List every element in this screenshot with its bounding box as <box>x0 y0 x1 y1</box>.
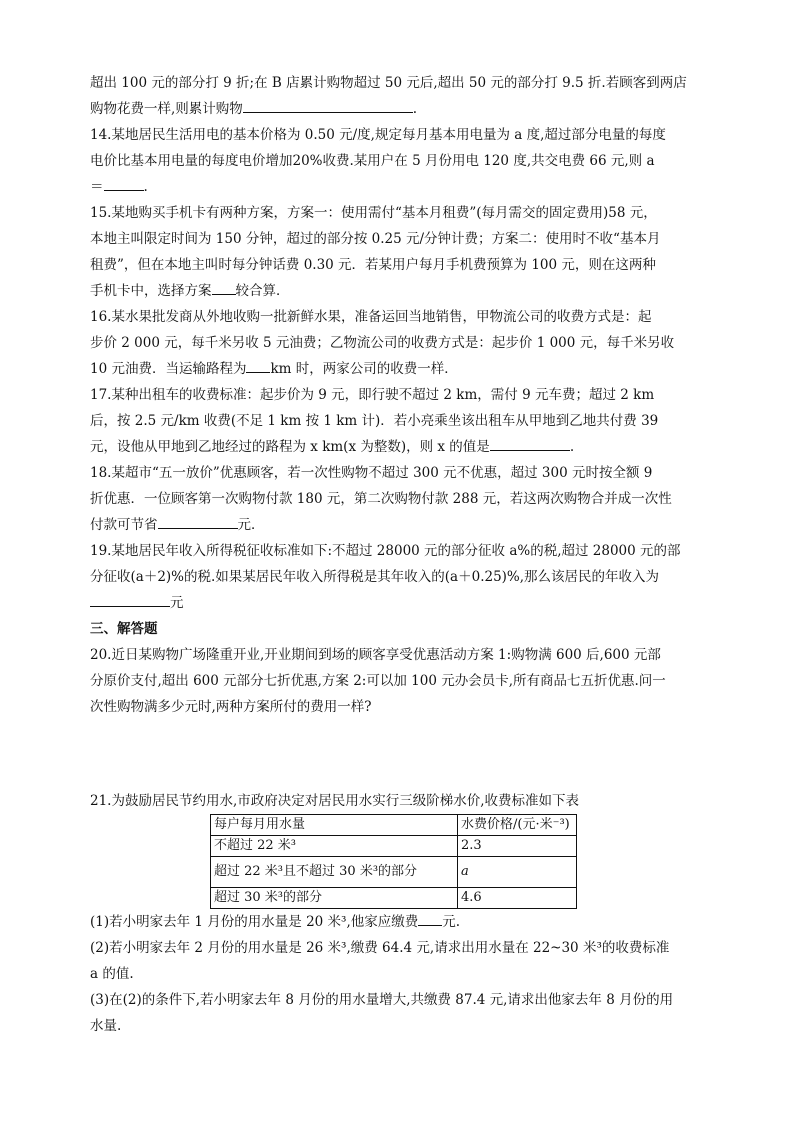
answer-blank[interactable] <box>212 279 236 295</box>
q21-intro: 21.为鼓励居民节约用水,市政府决定对居民用水实行三级阶梯水价,收费标准如下表 <box>90 793 580 809</box>
table-cell: 不超过 22 米³ <box>211 836 458 857</box>
answer-blank[interactable] <box>246 357 270 373</box>
q13-line-2: 购物花费一样,则累计购物 . <box>90 96 712 122</box>
table-cell: 超过 22 米³且不超过 30 米³的部分 <box>211 857 458 888</box>
q21-part1-text: (1)若小明家去年 1 月份的用水量是 20 米³,他家应缴费 <box>90 914 419 930</box>
document-page <box>90 70 712 1039</box>
q21-part2-line-2: a 的值. <box>90 966 134 982</box>
q21-part3-line-2: 水量. <box>90 1018 122 1034</box>
q20-line-2: 分原价支付,超出 600 元部分七折优惠,方案 2:可以加 100 元办会员卡,所有商品七五折优惠.问一 <box>90 673 666 689</box>
q13-line-1: 超出 100 元的部分打 9 折;在 B 店累计购物超过 50 元后,超出 50 元的部分打 9.5 折.若顾客到两店 <box>90 75 687 91</box>
q16-text-a: 10 元油费．当运输路程为 <box>90 361 247 377</box>
table-cell: 2.3 <box>458 836 577 857</box>
q18-line-3 <box>90 512 712 538</box>
section-heading: 三、解答题 <box>90 621 158 637</box>
q21-part1-unit: 元. <box>442 914 461 930</box>
q16-line-1: 16.某水果批发商从外地收购一批新鲜水果，准备运回当地销售，甲物流公司的收费方式是：起 <box>90 309 652 325</box>
table-header-cell: 水费价格/(元·米⁻³) <box>458 815 577 836</box>
q15-line-4 <box>90 278 712 304</box>
q15-text-a: 手机卡中，选择方案 <box>90 283 212 299</box>
q17-line-3 <box>90 434 712 460</box>
q17-line-1: 17.某种出租车的收费标准：起步价为 9 元，即行驶不超过 2 km，需付 9 元车费；超过 2 km <box>90 387 655 403</box>
q19-line-3 <box>90 590 712 616</box>
q17-text-b: . <box>569 439 575 455</box>
q17-text-a: 元，设他从甲地到乙地经过的路程为 x km(x 为整数)，则 x 的值是 <box>90 439 490 455</box>
q20-line-3: 次性购物满多少元时,两种方案所付的费用一样? <box>90 699 372 715</box>
q21-part2-line-1: (2)若小明家去年 2 月份的用水量是 26 米³,缴费 64.4 元,请求出用水量在 22~30 米³的收费标准 <box>90 940 670 956</box>
table-cell: 超过 30 米³的部分 <box>211 888 458 909</box>
q19-line-1: 19.某地居民年收入所得税征收标准如下:不超过 28000 元的部分征收 a%的税,超过 28000 元的部 <box>90 543 681 559</box>
q15-line-3: 租费”，但在本地主叫时每分钟话费 0.30 元．若某用户每月手机费预算为 100 元，则在这两种 <box>90 257 656 273</box>
q15-line-1: 15.某地购买手机卡有两种方案，方案一：使用需付“基本月租费”(每月需交的固定费用)58 元， <box>90 205 657 221</box>
table-cell: 4.6 <box>458 888 577 909</box>
answer-blank[interactable] <box>158 513 238 529</box>
answer-blank[interactable] <box>490 435 570 451</box>
q15-text-b: 较合算． <box>235 283 290 299</box>
q20-line-1: 20.近日某购物广场隆重开业,开业期间到场的顾客享受优惠活动方案 1:购物满 600 后,600 元部 <box>90 647 661 663</box>
q18-text-a: 付款可节省 <box>90 517 158 533</box>
answer-blank[interactable] <box>243 97 413 113</box>
answer-space <box>90 720 712 788</box>
variable-a: a <box>461 864 469 879</box>
q14-line-2: 电价比基本用电量的每度电价增加20%收费.某用户在 5 月份用电 120 度,共交电费 66 元,则 a <box>90 153 655 169</box>
water-fee-table <box>210 814 577 909</box>
q19-line-2: 分征收(a＋2)%的税.如果某居民年收入所得税是其年收入的(a＋0.25)%,那么该居民的年收入为 <box>90 569 660 585</box>
answer-blank[interactable] <box>90 591 170 607</box>
table-header-cell: 每户每月用水量 <box>211 815 458 836</box>
q15-line-2: 本地主叫限定时间为 150 分钟，超过的部分按 0.25 元/分钟计费；方案二：使用时不收“基本月 <box>90 231 661 247</box>
q16-line-2: 步价 2 000 元，每千米另收 5 元油费；乙物流公司的收费方式是：起步价 1 000 元，每千米另收 <box>90 335 675 351</box>
table-header-row <box>211 815 577 836</box>
q14-line-1: 14.某地居民生活用电的基本价格为 0.50 元/度,规定每月基本用电量为 a 度,超过部分电量的每度 <box>90 127 666 143</box>
q14-line-3: ＝ . <box>90 174 712 200</box>
q13-text: 购物花费一样,则累计购物 <box>90 101 243 117</box>
q21-part3-line-1: (3)在(2)的条件下,若小明家去年 8 月份的用水量增大,共缴费 87.4 元,请求出他家去年 8 月份的用 <box>90 992 674 1008</box>
q18-text-b: 元． <box>237 517 265 533</box>
table-row <box>211 857 577 888</box>
q16-line-3 <box>90 356 712 382</box>
table-row <box>211 888 577 909</box>
table-row <box>211 836 577 857</box>
answer-blank[interactable] <box>418 910 442 926</box>
q21-part1 <box>90 909 712 935</box>
q14-equals: ＝ <box>90 179 104 195</box>
q16-text-b: km 时，两家公司的收费一样． <box>270 361 458 377</box>
table-cell <box>458 857 577 888</box>
q19-unit: 元 <box>170 595 184 611</box>
q18-line-2: 折优惠．一位顾客第一次购物付款 180 元，第二次购物付款 288 元，若这两次购物合并成一次性 <box>90 491 672 507</box>
q18-line-1: 18.某超市“五一放价”优惠顾客，若一次性购物不超过 300 元不优惠，超过 300 元时按全额 9 <box>90 465 653 481</box>
q17-line-2: 后，按 2.5 元/km 收费(不足 1 km 按 1 km 计)．若小亮乘坐该出租车从甲地到乙地共付费 39 <box>90 413 659 429</box>
answer-blank[interactable] <box>104 175 144 191</box>
